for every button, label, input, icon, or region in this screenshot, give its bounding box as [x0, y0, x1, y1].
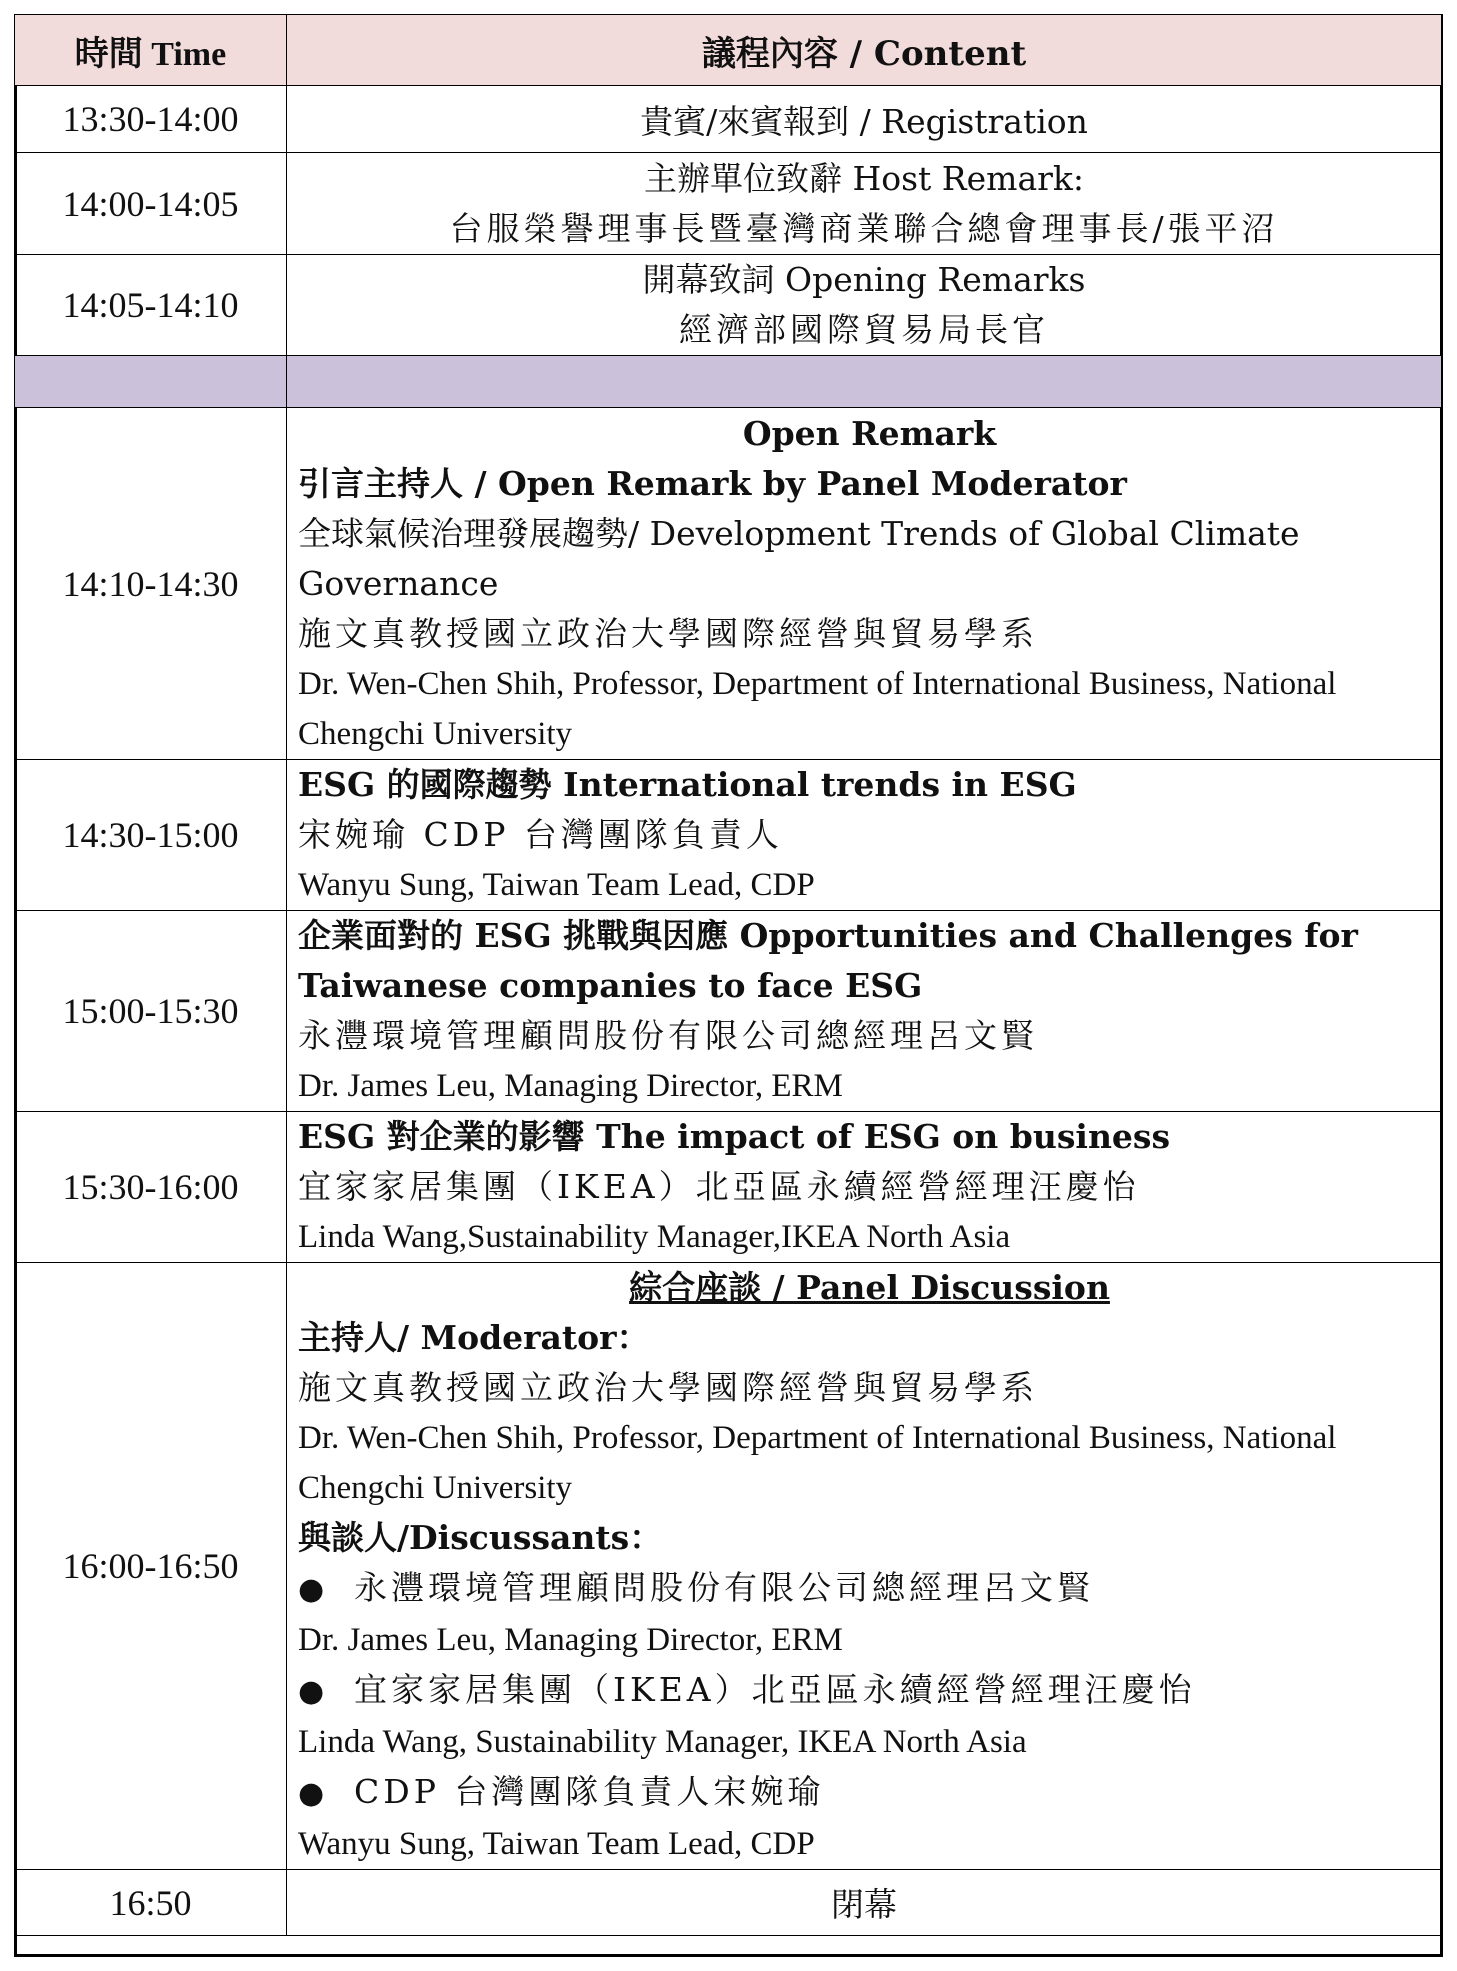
header-content: 議程內容 / Content [287, 15, 1442, 86]
opening-remarks-speaker: 經濟部國際貿易局長官 [679, 310, 1049, 349]
international-trends-cell [287, 760, 1442, 911]
host-remark-speaker: 台服榮譽理事長暨臺灣商業聯合總會理事長/張平沼 [449, 208, 1279, 248]
panel-discussion-cell [287, 1263, 1442, 1870]
agenda-row-international-trends [15, 760, 1442, 911]
panel-moderator-label: 主持人/ Moderator： [298, 1318, 650, 1357]
agenda-row-open-remark [15, 408, 1442, 760]
time-cell: 14:10-14:30 [15, 408, 287, 760]
agenda-row-panel-discussion [15, 1263, 1442, 1870]
bullet-icon: ● [298, 1674, 325, 1709]
impact-speaker-zh: 宜家家居集團（IKEA）北亞區永續經營經理汪慶怡 [298, 1167, 1140, 1206]
discussant-2-zh-line [298, 1665, 1441, 1717]
discussant-3-zh: CDP 台灣團隊負責人宋婉瑜 [354, 1772, 825, 1811]
international-trends-speaker-en: Wanyu Sung, Taiwan Team Lead, CDP [298, 867, 815, 903]
challenges-cell [287, 911, 1442, 1112]
bullet-icon: ● [298, 1572, 325, 1607]
discussant-1-zh: 永灃環境管理顧問股份有限公司總經理呂文賢 [354, 1568, 1094, 1607]
discussant-3-zh-line [298, 1767, 1441, 1819]
panel-moderator-en: Dr. Wen-Chen Shih, Professor, Department of International Business, National Chengchi University [298, 1420, 1337, 1506]
challenges-title: 企業面對的 ESG 挑戰與因應 Opportunities and Challenges for Taiwanese companies to face ESG [298, 916, 1358, 1005]
opening-remarks-title: 開幕致詞 Opening Remarks [642, 260, 1086, 299]
agenda-row-closing [15, 1870, 1442, 1936]
host-remark-cell [287, 153, 1442, 255]
panel-discussion-title: 綜合座談 / Panel Discussion [629, 1268, 1110, 1307]
open-remark-speaker-zh: 施文真教授國立政治大學國際經營與貿易學系 [298, 613, 1038, 653]
agenda-row-impact [15, 1112, 1442, 1263]
time-cell: 13:30-14:00 [15, 86, 287, 153]
impact-speaker-en: Linda Wang,Sustainability Manager,IKEA North Asia [298, 1219, 1011, 1255]
discussant-3-en: Wanyu Sung, Taiwan Team Lead, CDP [298, 1826, 815, 1862]
open-remark-cell [287, 408, 1442, 760]
open-remark-moderator-line: 引言主持人 / Open Remark by Panel Moderator [298, 463, 1127, 503]
header-time: 時間 Time [15, 15, 287, 86]
international-trends-title: ESG 的國際趨勢 International trends in ESG [298, 765, 1077, 804]
panel-discussants-label: 與談人/Discussants： [298, 1518, 663, 1557]
open-remark-title: Open Remark [742, 413, 997, 453]
impact-title: ESG 對企業的影響 The impact of ESG on business [298, 1117, 1171, 1156]
divider-cell-right [287, 356, 1442, 408]
time-cell: 16:50 [15, 1870, 287, 1936]
registration-text: 貴賓/來賓報到 / Registration [287, 86, 1442, 153]
discussant-2-zh: 宜家家居集團（IKEA）北亞區永續經營經理汪慶怡 [354, 1670, 1196, 1709]
bullet-icon: ● [298, 1776, 325, 1811]
open-remark-speaker-en: Dr. Wen-Chen Shih, Professor, Department of International Business, National Chengchi University [298, 665, 1337, 752]
time-cell: 15:30-16:00 [15, 1112, 287, 1263]
opening-remarks-cell [287, 255, 1442, 356]
international-trends-speaker-zh: 宋婉瑜 CDP 台灣團隊負責人 [298, 815, 783, 854]
time-cell: 14:00-14:05 [15, 153, 287, 255]
time-cell: 16:00-16:50 [15, 1263, 287, 1870]
host-remark-title: 主辦單位致辭 Host Remark: [643, 158, 1085, 198]
time-cell: 14:05-14:10 [15, 255, 287, 356]
challenges-speaker-en: Dr. James Leu, Managing Director, ERM [298, 1068, 843, 1104]
closing-text: 閉幕 [287, 1870, 1442, 1936]
panel-moderator-zh: 施文真教授國立政治大學國際經營與貿易學系 [298, 1368, 1038, 1407]
discussant-1-zh-line [298, 1563, 1441, 1615]
challenges-speaker-zh: 永灃環境管理顧問股份有限公司總經理呂文賢 [298, 1016, 1038, 1055]
agenda-table [14, 14, 1442, 1936]
impact-cell [287, 1112, 1442, 1263]
agenda-row-opening-remarks [15, 255, 1442, 356]
discussant-1-en: Dr. James Leu, Managing Director, ERM [298, 1622, 843, 1658]
agenda-row-challenges [15, 911, 1442, 1112]
time-cell: 14:30-15:00 [15, 760, 287, 911]
header-row [15, 15, 1442, 86]
divider-cell-left [15, 356, 287, 408]
discussant-2-en: Linda Wang, Sustainability Manager, IKEA North Asia [298, 1724, 1027, 1760]
time-cell: 15:00-15:30 [15, 911, 287, 1112]
open-remark-topic: 全球氣候治理發展趨勢/ Development Trends of Global Climate Governance [298, 513, 1300, 603]
agenda-row-host-remark [15, 153, 1442, 255]
agenda-row-registration [15, 86, 1442, 153]
section-divider [15, 356, 1442, 408]
